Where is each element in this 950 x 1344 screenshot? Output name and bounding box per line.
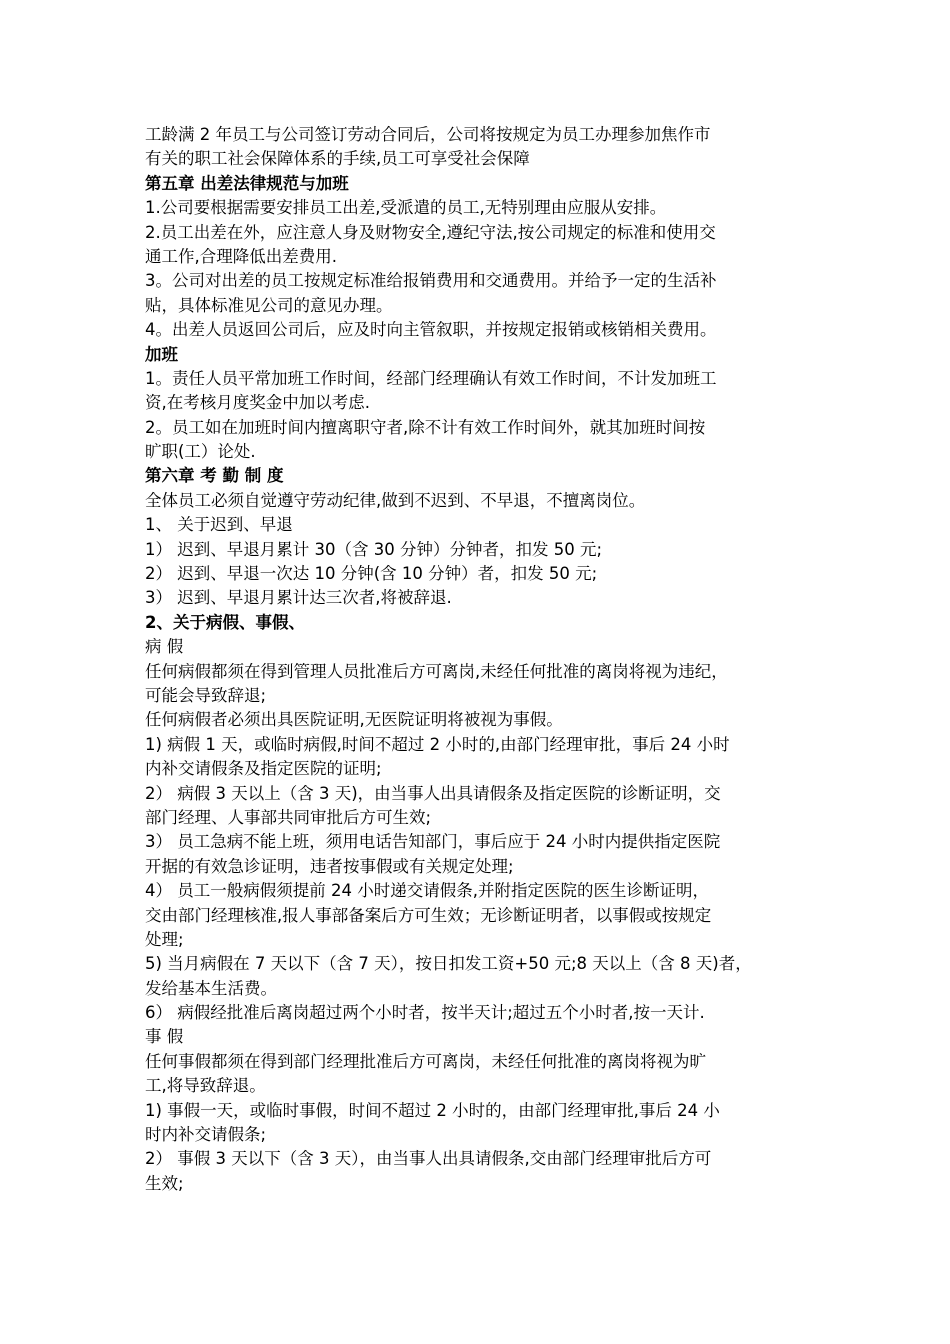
section-heading: 第六章 考 勤 制 度 xyxy=(145,466,284,486)
text-line: 6） 病假经批准后离岗超过两个小时者，按半天计;超过五个小时者,按一天计. xyxy=(145,1003,705,1023)
text-line: 可能会导致辞退; xyxy=(145,685,267,705)
text-line: 4） 员工一般病假须提前 24 小时递交请假条,并附指定医院的医生诊断证明， xyxy=(145,881,709,901)
text-line: 有关的职工社会保障体系的手续,员工可享受社会保障 xyxy=(145,149,530,169)
text-line: 发给基本生活费。 xyxy=(145,978,277,998)
text-line: 工,将导致辞退。 xyxy=(145,1076,266,1096)
text-line: 2） 病假 3 天以上（含 3 天)，由当事人出具请假条及指定医院的诊断证明，交 xyxy=(145,783,721,803)
text-line: 1） 迟到、早退月累计 30（含 30 分钟）分钟者，扣发 50 元; xyxy=(145,539,603,559)
text-line: 1.公司要根据需要安排员工出差,受派遣的员工,无特别理由应服从安排。 xyxy=(145,198,667,218)
text-line: 生效; xyxy=(145,1173,184,1193)
text-line: 全体员工必须自觉遵守劳动纪律,做到不迟到、不早退，不擅离岗位。 xyxy=(145,490,646,510)
text-line: 交由部门经理核准,报人事部备案后方可生效；无诊断证明者，以事假或按规定 xyxy=(145,905,712,925)
text-line: 资,在考核月度奖金中加以考虑. xyxy=(145,393,370,413)
text-line: 3） 迟到、早退月累计达三次者,将被辞退. xyxy=(145,588,452,608)
section-heading: 2、关于病假、事假、 xyxy=(145,612,305,632)
text-line: 事 假 xyxy=(145,1027,184,1047)
text-line: 1。责任人员平常加班工作时间，经部门经理确认有效工作时间，不计发加班工 xyxy=(145,368,717,388)
text-line: 2。员工如在加班时间内擅离职守者,除不计有效工作时间外，就其加班时间按 xyxy=(145,417,706,437)
text-line: 3。公司对出差的员工按规定标准给报销费用和交通费用。并给予一定的生活补 xyxy=(145,271,717,291)
text-line: 2.员工出差在外，应注意人身及财物安全,遵纪守法,按公司规定的标准和使用交 xyxy=(145,222,716,242)
text-line: 4。出差人员返回公司后，应及时向主管叙职，并按规定报销或核销相关费用。 xyxy=(145,320,717,340)
text-line: 1、 关于迟到、早退 xyxy=(145,515,293,535)
text-line: 任何事假都须在得到部门经理批准后方可离岗，未经任何批准的离岗将视为旷 xyxy=(145,1051,706,1071)
text-line: 处理; xyxy=(145,929,184,949)
text-line: 2） 迟到、早退一次达 10 分钟(含 10 分钟）者，扣发 50 元; xyxy=(145,564,598,584)
text-line: 贴，具体标准见公司的意见办理。 xyxy=(145,295,393,315)
text-line: 工龄满 2 年员工与公司签订劳动合同后，公司将按规定为员工办理参加焦作市 xyxy=(145,125,711,144)
text-line: 通工作,合理降低出差费用. xyxy=(145,246,337,266)
text-line: 病 假 xyxy=(145,637,184,657)
text-line: 2） 事假 3 天以下（含 3 天），由当事人出具请假条,交由部门经理审批后方可 xyxy=(145,1149,712,1169)
text-line: 3） 员工急病不能上班，须用电话告知部门，事后应于 24 小时内提供指定医院 xyxy=(145,832,721,852)
text-line: 1) 病假 1 天，或临时病假,时间不超过 2 小时的,由部门经理审批，事后 24 小时 xyxy=(145,734,730,754)
section-heading: 加班 xyxy=(145,344,178,364)
text-line: 部门经理、人事部共同审批后方可生效; xyxy=(145,807,432,827)
text-line: 1) 事假一天，或临时事假，时间不超过 2 小时的，由部门经理审批,事后 24 小 xyxy=(145,1100,720,1120)
text-line: 开据的有效急诊证明，违者按事假或有关规定处理; xyxy=(145,856,514,876)
text-line: 内补交请假条及指定医院的证明; xyxy=(145,759,382,779)
text-line: 时内补交请假条; xyxy=(145,1125,267,1145)
text-line: 任何病假者必须出具医院证明,无医院证明将被视为事假。 xyxy=(145,710,563,730)
document-body xyxy=(145,123,815,1196)
text-line: 任何病假都须在得到管理人员批准后方可离岗,未经任何批准的离岗将视为违纪， xyxy=(145,661,728,681)
text-line: 5) 当月病假在 7 天以下（含 7 天），按日扣发工资+50 元;8 天以上（含 8 天)者， xyxy=(145,954,752,974)
section-heading: 第五章 出差法律规范与加班 xyxy=(145,173,349,193)
text-line: 旷职(工）论处. xyxy=(145,442,256,462)
